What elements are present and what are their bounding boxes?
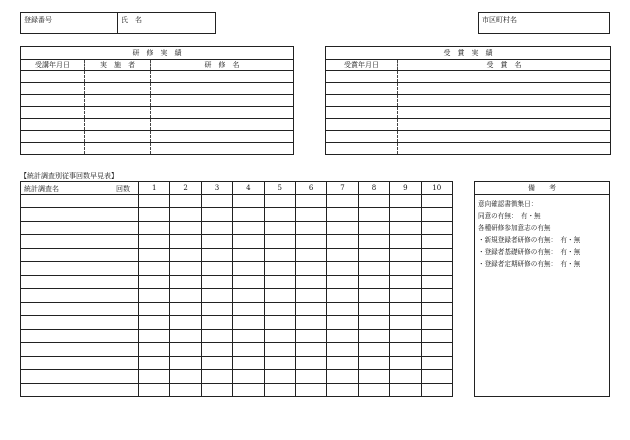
survey-count-cell xyxy=(170,195,201,208)
survey-number-header: 4 xyxy=(233,182,264,195)
survey-name-cell xyxy=(21,370,139,383)
survey-count-cell xyxy=(233,329,264,342)
survey-number-header: 10 xyxy=(421,182,452,195)
survey-row xyxy=(21,343,453,356)
survey-count-cell xyxy=(358,343,389,356)
survey-name-cell xyxy=(21,316,139,329)
remarks-line: 各種研修参加意志の有無 xyxy=(478,224,551,232)
survey-count-cell xyxy=(139,275,170,288)
survey-count-cell xyxy=(358,329,389,342)
survey-count-cell xyxy=(264,275,295,288)
survey-header-row xyxy=(21,182,453,195)
survey-name-header-cell xyxy=(21,182,139,195)
survey-count-cell xyxy=(264,343,295,356)
survey-count-cell xyxy=(264,289,295,302)
survey-name-cell xyxy=(21,275,139,288)
survey-count-cell xyxy=(327,275,358,288)
survey-number-header: 8 xyxy=(358,182,389,195)
survey-count-cell xyxy=(264,248,295,261)
survey-count-cell xyxy=(327,329,358,342)
survey-count-cell xyxy=(390,356,421,369)
survey-count-cell xyxy=(327,316,358,329)
survey-row xyxy=(21,208,453,221)
survey-count-cell xyxy=(358,221,389,234)
survey-count-cell xyxy=(139,248,170,261)
survey-count-cell xyxy=(139,370,170,383)
survey-count-cell xyxy=(295,235,326,248)
survey-count-cell xyxy=(201,289,232,302)
awards-col-name: 受 賞 名 xyxy=(398,60,611,71)
survey-count-cell xyxy=(295,248,326,261)
survey-count-cell xyxy=(295,370,326,383)
survey-number-header: 3 xyxy=(201,182,232,195)
survey-count-cell xyxy=(390,235,421,248)
survey-count-cell xyxy=(170,329,201,342)
survey-row xyxy=(21,329,453,342)
survey-count-cell xyxy=(170,248,201,261)
survey-name-cell xyxy=(21,195,139,208)
survey-count-cell xyxy=(139,262,170,275)
survey-count-cell xyxy=(264,221,295,234)
survey-count-cell xyxy=(170,221,201,234)
survey-count-cell xyxy=(170,316,201,329)
survey-count-cell xyxy=(421,343,452,356)
survey-count-cell xyxy=(201,356,232,369)
survey-count-cell xyxy=(139,221,170,234)
survey-count-cell xyxy=(295,343,326,356)
survey-count-cell xyxy=(390,383,421,396)
survey-count-table xyxy=(20,181,453,397)
awards-table xyxy=(325,46,611,155)
remarks-line: ・登録者基礎研修の有無： 有・無 xyxy=(478,248,581,256)
survey-row xyxy=(21,356,453,369)
survey-row xyxy=(21,248,453,261)
survey-count-cell xyxy=(295,275,326,288)
survey-name-cell xyxy=(21,262,139,275)
survey-count-cell xyxy=(421,329,452,342)
survey-count-cell xyxy=(170,383,201,396)
survey-count-cell xyxy=(421,208,452,221)
survey-count-cell xyxy=(295,302,326,315)
survey-count-cell xyxy=(201,195,232,208)
survey-count-cell xyxy=(233,289,264,302)
survey-count-cell xyxy=(295,195,326,208)
survey-name-cell xyxy=(21,329,139,342)
survey-name-header: 統計調査名 xyxy=(24,185,59,193)
survey-count-cell xyxy=(233,356,264,369)
survey-count-cell xyxy=(139,316,170,329)
survey-count-cell xyxy=(421,356,452,369)
survey-count-cell xyxy=(358,275,389,288)
survey-number-header: 9 xyxy=(390,182,421,195)
survey-count-cell xyxy=(327,302,358,315)
remarks-line: ・新規登録者研修の有無： 有・無 xyxy=(478,236,581,244)
survey-row xyxy=(21,235,453,248)
survey-count-cell xyxy=(390,195,421,208)
survey-row xyxy=(21,370,453,383)
survey-count-cell xyxy=(327,248,358,261)
survey-count-cell xyxy=(264,329,295,342)
survey-count-cell xyxy=(264,302,295,315)
municipality-label: 市区町村名 xyxy=(482,16,517,24)
survey-count-cell xyxy=(201,275,232,288)
survey-count-cell xyxy=(358,195,389,208)
survey-count-cell xyxy=(233,248,264,261)
survey-count-cell xyxy=(421,302,452,315)
survey-count-cell xyxy=(327,383,358,396)
survey-row xyxy=(21,289,453,302)
survey-row xyxy=(21,316,453,329)
survey-count-cell xyxy=(201,316,232,329)
survey-count-cell xyxy=(390,370,421,383)
training-table xyxy=(20,46,294,155)
survey-count-cell xyxy=(201,235,232,248)
survey-row xyxy=(21,383,453,396)
survey-count-cell xyxy=(327,262,358,275)
survey-count-cell xyxy=(170,208,201,221)
survey-number-header: 2 xyxy=(170,182,201,195)
survey-count-cell xyxy=(421,262,452,275)
survey-count-cell xyxy=(201,302,232,315)
survey-count-cell xyxy=(421,248,452,261)
survey-count-cell xyxy=(170,275,201,288)
registration-number-label: 登録番号 xyxy=(24,16,52,24)
survey-count-cell xyxy=(295,383,326,396)
survey-number-header: 5 xyxy=(264,182,295,195)
survey-count-cell xyxy=(327,356,358,369)
survey-count-cell xyxy=(170,235,201,248)
survey-count-cell xyxy=(201,262,232,275)
survey-count-cell xyxy=(201,208,232,221)
survey-count-cell xyxy=(264,195,295,208)
survey-count-cell xyxy=(233,195,264,208)
awards-col-date: 受賞年月日 xyxy=(326,60,398,71)
survey-count-cell xyxy=(264,208,295,221)
survey-count-cell xyxy=(327,195,358,208)
survey-number-header: 6 xyxy=(295,182,326,195)
survey-count-cell xyxy=(139,208,170,221)
survey-count-cell xyxy=(201,343,232,356)
survey-count-cell xyxy=(170,343,201,356)
survey-count-cell xyxy=(390,221,421,234)
survey-row xyxy=(21,262,453,275)
survey-count-cell xyxy=(327,370,358,383)
survey-count-cell xyxy=(358,208,389,221)
survey-count-cell xyxy=(201,383,232,396)
survey-count-cell xyxy=(233,302,264,315)
survey-count-cell xyxy=(201,248,232,261)
survey-name-cell xyxy=(21,208,139,221)
survey-count-cell xyxy=(390,329,421,342)
survey-row xyxy=(21,221,453,234)
survey-count-cell xyxy=(139,329,170,342)
survey-number-header: 7 xyxy=(327,182,358,195)
survey-count-cell xyxy=(264,383,295,396)
survey-count-cell xyxy=(421,235,452,248)
survey-count-cell xyxy=(139,289,170,302)
survey-name-cell xyxy=(21,235,139,248)
survey-section-title: 【統計調査別従事回数早見表】 xyxy=(20,172,118,180)
survey-count-cell xyxy=(327,208,358,221)
survey-count-cell xyxy=(233,208,264,221)
survey-count-cell xyxy=(358,235,389,248)
survey-count-cell xyxy=(295,329,326,342)
survey-count-cell xyxy=(421,275,452,288)
survey-count-cell xyxy=(233,370,264,383)
survey-count-cell xyxy=(201,329,232,342)
survey-row xyxy=(21,302,453,315)
survey-count-cell xyxy=(233,235,264,248)
survey-name-cell xyxy=(21,383,139,396)
survey-name-cell xyxy=(21,356,139,369)
survey-count-cell xyxy=(295,262,326,275)
survey-count-cell xyxy=(139,383,170,396)
survey-count-cell xyxy=(233,343,264,356)
survey-count-cell xyxy=(390,316,421,329)
survey-count-cell xyxy=(358,370,389,383)
survey-count-cell xyxy=(170,262,201,275)
remarks-line: ・登録者定期研修の有無： 有・無 xyxy=(478,260,581,268)
survey-count-cell xyxy=(390,343,421,356)
survey-name-cell xyxy=(21,221,139,234)
survey-name-cell xyxy=(21,289,139,302)
survey-count-cell xyxy=(390,289,421,302)
remarks-header xyxy=(474,181,610,195)
survey-count-cell xyxy=(421,221,452,234)
survey-row xyxy=(21,195,453,208)
survey-count-cell xyxy=(421,383,452,396)
survey-count-cell xyxy=(264,316,295,329)
remarks-title: 備 考 xyxy=(528,184,556,192)
survey-count-cell xyxy=(421,316,452,329)
survey-count-cell xyxy=(327,221,358,234)
survey-count-cell xyxy=(358,289,389,302)
survey-count-cell xyxy=(295,356,326,369)
survey-count-cell xyxy=(358,316,389,329)
survey-count-cell xyxy=(264,356,295,369)
survey-count-cell xyxy=(139,195,170,208)
survey-count-cell xyxy=(264,235,295,248)
survey-count-cell xyxy=(327,235,358,248)
survey-count-cell xyxy=(358,302,389,315)
survey-name-cell xyxy=(21,302,139,315)
survey-count-cell xyxy=(358,248,389,261)
survey-count-cell xyxy=(139,356,170,369)
survey-count-cell xyxy=(201,221,232,234)
survey-count-cell xyxy=(201,370,232,383)
survey-count-cell xyxy=(295,208,326,221)
survey-number-header: 1 xyxy=(139,182,170,195)
survey-count-cell xyxy=(170,289,201,302)
survey-count-cell xyxy=(358,262,389,275)
survey-count-cell xyxy=(170,356,201,369)
survey-count-cell xyxy=(327,289,358,302)
survey-count-cell xyxy=(233,316,264,329)
survey-count-cell xyxy=(390,262,421,275)
training-col-organizer: 実 施 者 xyxy=(85,60,151,71)
survey-count-cell xyxy=(390,208,421,221)
survey-count-cell xyxy=(233,262,264,275)
survey-count-cell xyxy=(390,302,421,315)
survey-count-cell xyxy=(390,248,421,261)
survey-count-cell xyxy=(295,289,326,302)
survey-count-cell xyxy=(327,343,358,356)
awards-title: 受 賞 実 績 xyxy=(326,47,611,60)
survey-count-cell xyxy=(139,343,170,356)
survey-count-cell xyxy=(170,302,201,315)
survey-count-cell xyxy=(421,195,452,208)
survey-count-cell xyxy=(421,370,452,383)
survey-count-cell xyxy=(358,356,389,369)
survey-count-cell xyxy=(421,289,452,302)
survey-count-cell xyxy=(295,221,326,234)
survey-name-cell xyxy=(21,343,139,356)
survey-count-cell xyxy=(390,275,421,288)
survey-count-cell xyxy=(233,275,264,288)
survey-count-cell xyxy=(139,235,170,248)
survey-count-cell xyxy=(264,262,295,275)
survey-count-cell xyxy=(264,370,295,383)
survey-count-cell xyxy=(233,221,264,234)
survey-count-header: 回数 xyxy=(116,185,130,193)
remarks-line: 同意の有無： 有・無 xyxy=(478,212,541,220)
remarks-line: 意向確認書徴集日： xyxy=(478,200,538,208)
survey-count-cell xyxy=(170,370,201,383)
training-title: 研 修 実 績 xyxy=(21,47,294,60)
survey-count-cell xyxy=(358,383,389,396)
training-col-date: 受講年月日 xyxy=(21,60,85,71)
survey-count-cell xyxy=(295,316,326,329)
survey-count-cell xyxy=(233,383,264,396)
training-col-name: 研 修 名 xyxy=(151,60,294,71)
survey-count-cell xyxy=(139,302,170,315)
survey-name-cell xyxy=(21,248,139,261)
survey-row xyxy=(21,275,453,288)
name-label: 氏 名 xyxy=(121,16,142,24)
